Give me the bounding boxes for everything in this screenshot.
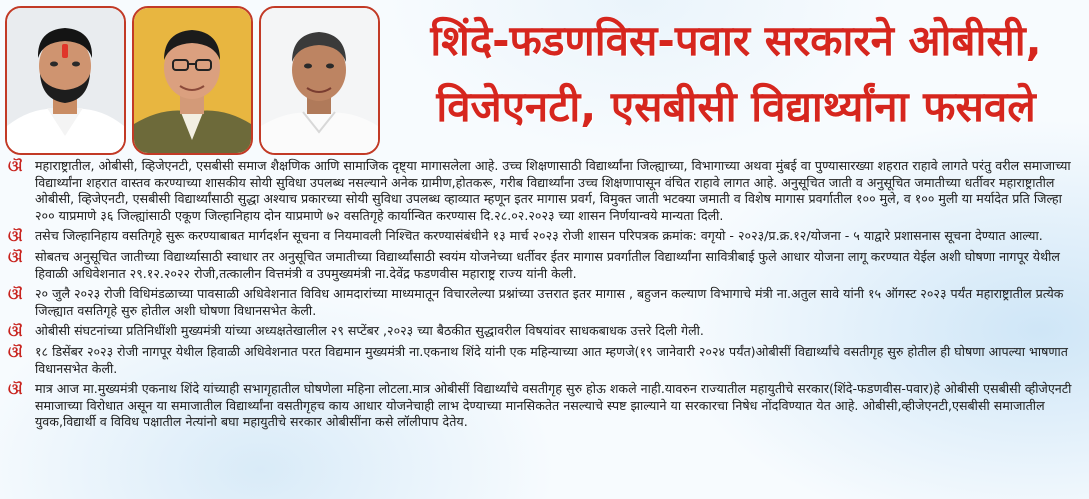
bullet-item — [8, 228, 1082, 245]
bullet-ornament-icon: ଔ — [8, 285, 23, 304]
bullet-ornament-icon: ଔ — [8, 227, 23, 246]
headline-line-1: शिंदे-फडणविस-पवार सरकारने ओबीसी, — [430, 16, 1042, 65]
bullet-item — [8, 249, 1082, 282]
bullet-list — [8, 158, 1082, 435]
bullet-text: सोबतच अनुसूचित जातीच्या विद्यार्थ्यासाठी स्वाधार तर अनुसूचित जमातीच्या विद्यार्थ्यांसाठी स्वयंम योजनेच्या धर्तीवर ईतर मागास प्रवर्गातील विद्यार्थ्यांना सावित्रीबाई फुले आधार योजना लागू करण्यात येईल अशी घोषणा नागपूर येथील हिवाळी अधिवेशनात २९.१२.२०२२ रोजी,तत्कालीन वित्तमंत्री व उपमुख्यमंत्री ना.देवेंद्र फडणवीस महाराष्ट्र राज्य यांनी केली. — [35, 248, 1060, 281]
portrait-photo-center — [132, 6, 253, 155]
bullet-text: १८ डिसेंबर २०२३ रोजी नागपूर येथील हिवाळी अधिवेशनात परत विद्यमान मुख्यमंत्री ना.एकनाथ शिंदे यांनी एक महिन्याच्या आत म्हणजे(१९ जानेवारी २०२४ पर्यंत)ओबीसीं विद्यार्थ्यांचे वसतीगृह सुरु होतील ही घोषणा आपल्या भाषणात विधानसभेत केली. — [35, 343, 1068, 376]
bullet-item — [8, 344, 1082, 377]
portrait-photo-left — [5, 6, 126, 155]
bullet-text: २० जुलै २०२३ रोजी विधिमंडळाच्या पावसाळी अधिवेशनात विविध आमदारांच्या माध्यमातून विचारलेल्या प्रश्नांच्या उत्तरात इतर मागास , बहुजन कल्याण विभागाचे मंत्री ना.अतुल सावे यांनी १५ ऑगस्ट २०२३ पर्यंत महाराष्ट्रातील प्रत्येक जिल्ह्यात वसतिगृहे सुरु होतील अशी घोषणा विधानसभेत केली. — [35, 286, 1064, 318]
headline-line-2: विजेएनटी, एसबीसी विद्यार्थ्यांना फसवले — [436, 82, 1036, 131]
bullet-item — [8, 158, 1082, 224]
bullet-ornament-icon: ଔ — [8, 380, 23, 399]
bullet-text: महाराष्ट्रातील, ओबीसी, व्हिजेएनटी, एसबीसी समाज शैक्षणिक आणि सामाजिक दृष्ट्या मागासलेला आहे. उच्च शिक्षणासाठी विद्यार्थ्यांना जिल्ह्याच्या, विभागाच्या अथवा मुंबई वा पुण्यासारख्या शहरात राहावे लागते परंतु वरील समाजाच्या विद्यार्थ्यांना शहरात वास्तव करण्याच्या शासकीय सोयी सुविधा उपलब्ध नसल्याने अनेक ग्रामीण,होतकरू, गरीब विद्यार्थ्यांना उच्च शिक्षणापासून वंचित राहावे लागत आहे. अनुसूचित जाती व अनुसूचित जमातीच्या धर्तीवर महाराष्ट्रातील ओबीसी, व्हिजेएनटी, एसबीसी विद्यार्थ्यांसाठी सुद्धा अश्याच प्रकारच्या सोयी सुविधा उपलब्ध व्हाव्यात म्हणून इतर मागास प्रवर्ग, विमुक्त जाती भटक्या जमाती व विशेष मागास प्रवर्गातील १०० मुले, व १०० मुली या मर्यादेत प्रति जिल्हा २०० याप्रमाणे ३६ जिल्ह्यांसाठी एकूण जिल्हानिहाय दोन याप्रमाणे ७२ वसतिगृहे कार्यान्वित करण्यास दि.२८.०२.२०२३ च्या शासन निर्णयान्वये मान्यता दिली. — [35, 158, 1071, 223]
bullet-ornament-icon: ଔ — [8, 322, 23, 341]
bullet-ornament-icon: ଔ — [8, 247, 23, 266]
bullet-text: तसेच जिल्हानिहाय वसतिगृहे सुरू करण्याबाबत मार्गदर्शन सूचना व नियमावली निश्चित करण्यासंबंधीने १३ मार्च २०२३ रोजी शासन परिपत्रक क्रमांक: वगृयो - २०२३/प्र.क्र.१२/योजना - ५ याद्वारे प्रशासनास सूचना देण्यात आल्या. — [35, 228, 1043, 244]
bullet-ornament-icon: ଔ — [8, 157, 23, 175]
bullet-text: मात्र आज मा.मुख्यमंत्री एकनाथ शिंदे यांच्याही सभागृहातील घोषणेला महिना लोटला.मात्र ओबीसीं विद्यार्थ्यांचे वसतीगृह सुरु होऊ शकले नाही.यावरुन राज्यातील महायुतीचे सरकार(शिंदे-फडणवीस-पवार)हे ओबीसी एसबीसी व्हीजेएनटी समाजाच्या विरोधात असून या समाजातील विद्यार्थ्यांना वसतीगृहच काय आधार योजनेचाही लाभ देण्याच्या मानसिकतेत नसल्याचे स्पष्ट झाल्याने या सरकारचा निषेध नोंदविण्यात येत आहे. ओबीसी,व्हीजेएनटी,एसबीसी समाजातील युवक,विद्यार्थी व विविध पक्षातील नेत्यांनो बघा महायुतीचे सरकार ओबीसींना कसे लॉलीपाप देतेय. — [35, 381, 1072, 430]
bullet-item — [8, 381, 1082, 431]
portrait-photo-right — [259, 6, 380, 155]
bullet-item — [8, 286, 1082, 319]
bullet-item — [8, 323, 1082, 340]
bullet-ornament-icon: ଔ — [8, 342, 23, 361]
bullet-text: ओबीसी संघटनांच्या प्रतिनिधींशी मुख्यमंत्री यांच्या अध्यक्षतेखालील २९ सप्टेंबर ,२०२३ च्या बैठकीत सुद्धावरील विषयांवर साधकबाधक उत्तरे दिली गेली. — [35, 323, 704, 339]
